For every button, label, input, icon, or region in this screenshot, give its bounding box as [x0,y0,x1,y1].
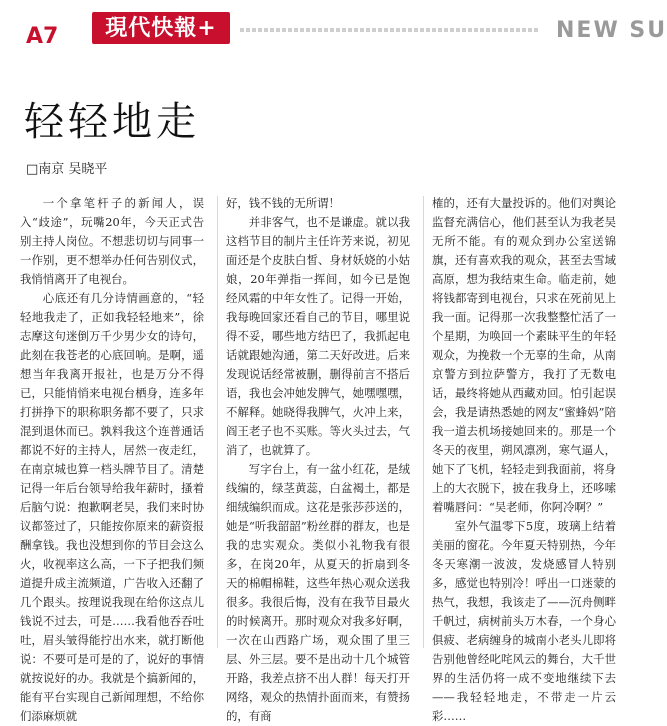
paragraph: 写字台上，有一盆小红花，是绒线编的，绿茎黄蕊，白盆褐土，都是细绒编织而成。这花是张莎莎送的，她是“听我韶韶”粉丝群的群友，也是我的忠实观众。类似小礼物我有很多，在岗20年，从夏天的折扇到冬天的棉帽棉鞋，这些年热心观众送我很多。我很后悔，没有在我节目最火的时候离开。那时观众对我多好啊，一次在山西路广场，观众围了里三层、外三层。要不是出动十几个城管开路，我差点挤不出人群！每天打开网络，观众的热情扑面而来，有赞扬的，有商 [226,462,410,723]
article-byline: □南京 吴晓平 [26,162,108,177]
section-label: NEW SU [556,18,667,43]
page-number: A7 [26,24,59,49]
article-title: 轻轻地走 [24,99,200,145]
article-column-1 [20,194,204,723]
paragraph: 好，钱不钱的无所谓！ [226,196,340,210]
header-rule [240,28,540,32]
paragraph: 并非客气，也不是谦虚。就以我这档节目的制片主任许芳来说，初见面还是个皮肤白皙、身材妖娆的小姑娘，20年弹指一挥间，如今已是饱经风霜的中年女性了。记得一开始，我每晚回家还看自己的节目，哪里说得不妥，哪些地方结巴了，我抓起电话就跟她沟通，第二天好改进。后来发现说话经常被删，删得前言不搭后语，我也会冲她发脾气，她嘿嘿嘿，不解释。她晓得我脾气，火冲上来，阎王老子也不买账。等火头过去，气消了，也就算了。 [226,215,410,457]
paragraph: 心底还有几分诗情画意的，“轻轻地我走了，正如我轻轻地来”，徐志摩这句迷倒万千少男少女的诗句，此刻在我苍老的心底回响。是啊，遥想当年我离开报社，也是万分不得已，只能悄悄来电视台栖身，连多年打拼挣下的职称职务都不要了，只求混到退休而已。孰料我这个连普通话都说不好的主持人，居然一夜走红，在南京城也算一档头牌节目了。清楚记得一年后台领导给我年薪时，搔着后脑勺说：抱歉啊老吴，我们来时协议都签过了，只能按你原来的薪资报酬拿钱。我也没想到你的节目会这么火，收视率这么高，一下子把我们频道提升成主流频道，广告收入还翻了几个跟头。按理说我现在给你这点儿钱说不过去，可是……我看他吞吞吐吐，眉头皱得能拧出水来，就打断他说：不要可是可是的了，说好的事情就按说好的办。我就是个搞新闻的，能有平台实现自己新闻理想，不给你们添麻烦就 [20,291,204,723]
page-header [0,0,667,62]
paragraph: 一个拿笔杆子的新闻人，误入“歧途”，玩嘴20年，今天正式告别主持人岗位。不想悲切切与同事一一作别，更不想举办任何告别仪式，我悄悄离开了电视台。 [20,196,204,286]
paragraph: 室外气温零下5度，玻璃上结着美丽的窗花。今年夏天特别热，今年冬天寒潮一波波，发烧感冒人特别多，感觉也特别冷！呼出一口迷蒙的热气，我想，我该走了——沉舟侧畔千帆过，病树前头万木春，一个身心俱疲、老病缠身的城南小老头儿即将告别他曾经叱咤风云的舞台，大千世界的生活仍将一成不变地继续下去——我轻轻地走，不带走一片云彩…… [432,519,616,723]
column-divider [423,196,424,648]
masthead-logo: 現代快報+ [92,12,230,44]
article-column-2 [226,194,410,723]
column-divider [217,196,218,648]
article-column-3 [432,194,616,723]
paragraph: 榷的，还有大量投诉的。他们对舆论监督充满信心，他们甚至认为我老吴无所不能。有的观众到办公室送锦旗，还有喜欢我的观众，甚至去雪域高原，想为我结束生命。临走前，她将钱都寄到电视台，只求在死前见上我一面。记得那一次我整整忙活了一个星期，为唤回一个素昧平生的年轻观众，为挽救一个无辜的生命，从南京警方到拉萨警方，我打了无数电话，最终将她从西藏劝回。怕引起误会，我是请热悉她的网友“蜜蜂妈”陪我一道去机场接她回来的。那是一个冬天的夜里，朔风凛冽，寒气逼人，她下了飞机，轻轻走到我面前，将身上的大衣脱下，披在我身上，还哆嗦着嘴唇问：“吴老师，你阿冷啊？” [432,196,616,514]
